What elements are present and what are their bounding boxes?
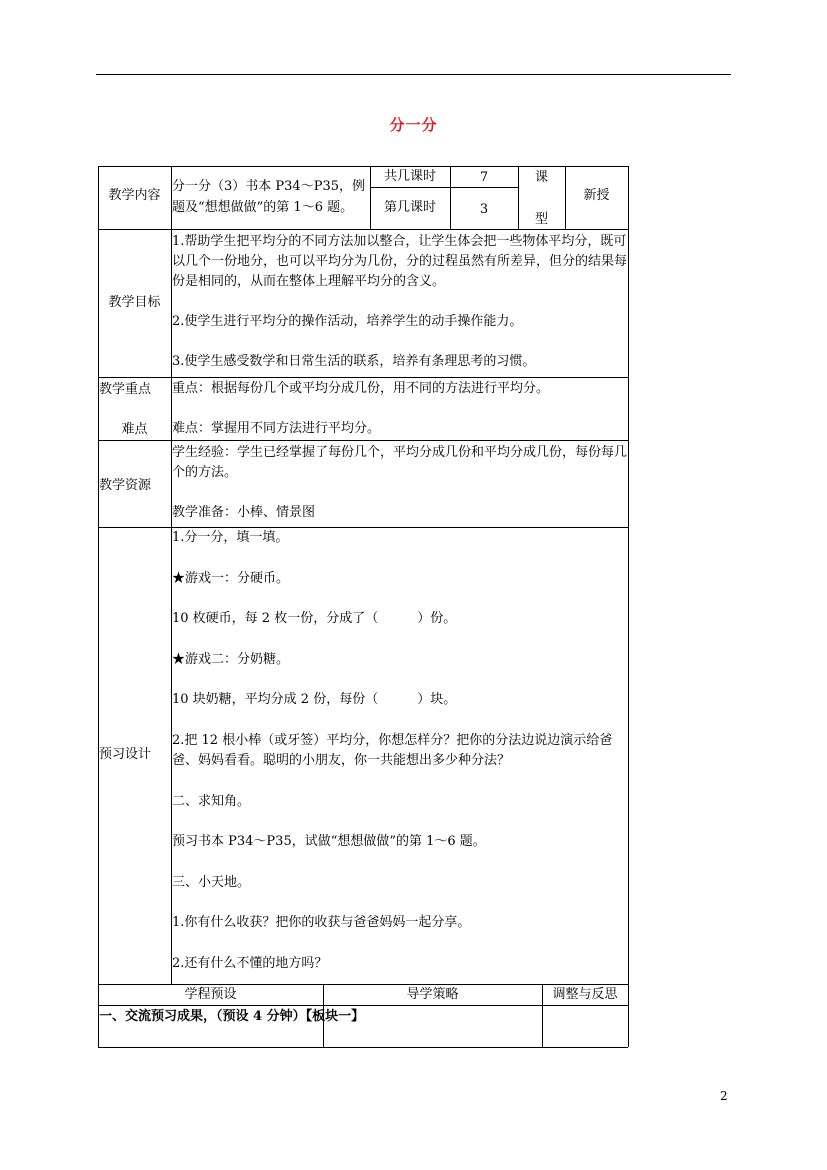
focus-difficulty: 难点：掌握用不同方法进行平均分。: [172, 421, 381, 436]
col-header-reflection: 调整与反思: [552, 987, 618, 1002]
preview-line: 三、小天地。: [172, 874, 251, 890]
goals-label: 教学目标: [108, 295, 161, 310]
page-number: 2: [720, 1089, 728, 1103]
col-header-process: 学程预设: [184, 987, 237, 1002]
difficulty-label: 难点: [121, 422, 148, 437]
nth-lesson-value: 3: [479, 202, 489, 217]
nth-lesson-label: 第几课时: [383, 200, 436, 215]
content-text: 分一分（3）书本 P34～P35，例题及“想想做做”的第 1～6 题。: [172, 179, 365, 215]
resources-prep: 教学准备：小棒、情景图: [172, 505, 316, 520]
preview-line: 10 枚硬币，每 2 枚一份，分成了（ ）份。: [172, 611, 457, 626]
preview-line: 预习书本 P34～P35，试做“想想做做”的第 1～6 题。: [172, 834, 486, 849]
preview-line: 2.还有什么不懂的地方吗？: [172, 955, 328, 971]
lesson-type-value: 新授: [583, 188, 610, 203]
total-lessons-value: 7: [479, 170, 489, 185]
goals-content: [172, 232, 627, 372]
goal-item: 2.使学生进行平均分的操作活动，培养学生的动手操作能力。: [172, 314, 523, 329]
preview-line: 二、求知角。: [172, 793, 251, 809]
page-title: 分一分: [389, 116, 438, 134]
resources-content: [172, 443, 627, 523]
header-rule: [96, 74, 731, 75]
content-label: 教学内容: [108, 188, 161, 203]
preview-line: ★游戏二：分奶糖。: [172, 651, 290, 667]
goal-item: 3.使学生感受数学和日常生活的联系，培养有条理思考的习惯。: [172, 354, 536, 369]
preview-line: 2.把 12 根小棒（或牙签）平均分，你想怎样分？把你的分法边说边演示给爸爸、妈妈看看。聪明的小朋友，你一共能想出多少种分法？: [172, 732, 613, 768]
col-header-strategy: 导学策略: [406, 987, 459, 1002]
lesson-type-label-2: 型: [534, 212, 548, 227]
focus-key: 重点：根据每份几个或平均分成几份，用不同的方法进行平均分。: [172, 381, 550, 396]
preview-line: 1.你有什么收获？把你的收获与爸爸妈妈一起分享。: [172, 915, 471, 930]
preview-line: 1.分一分，填一填。: [172, 530, 289, 545]
section-exchange-preview: 一、交流预习成果，（预设 4 分钟）【板块一】: [99, 1009, 365, 1024]
goal-item: 1.帮助学生把平均分的不同方法加以整合，让学生体会把一些物体平均分，既可以几个一份地分，也可以平均分为几份，分的过程虽然有所差异，但分的结果每份是相同的，从而在整体上理解平均分的含义。: [172, 234, 628, 289]
resources-experience: 学生经验：学生已经掌握了每份几个，平均分成几份和平均分成几份，每份每几个的方法。: [172, 445, 628, 480]
preview-content: [172, 528, 627, 974]
lesson-type-label-1: 课: [534, 170, 548, 185]
preview-line: 10 块奶糖，平均分成 2 份，每份（ ）块。: [172, 692, 457, 707]
preview-line: ★游戏一：分硬币。: [172, 570, 290, 586]
preview-label: 预习设计: [99, 747, 152, 762]
total-lessons-label: 共几课时: [383, 169, 436, 184]
focus-label: 教学重点: [99, 382, 152, 397]
resources-label: 教学资源: [99, 478, 152, 493]
